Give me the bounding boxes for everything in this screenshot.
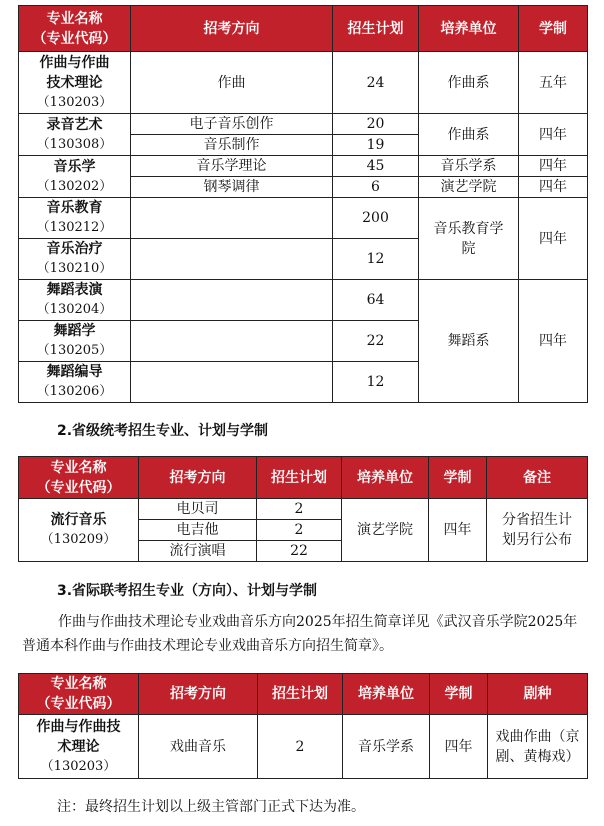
major-name: 舞蹈编导 <box>46 364 103 380</box>
years-cell: 四年 <box>429 499 487 562</box>
table-provincial-exam <box>18 456 588 562</box>
major-code: （130308） <box>36 136 113 152</box>
header-direction: 招考方向 <box>139 457 257 499</box>
header-genre: 剧种 <box>488 674 588 715</box>
table-row <box>19 198 588 239</box>
genre-cell: 戏曲作曲（京 剧、黄梅戏） <box>488 715 588 779</box>
table-header-row <box>19 674 588 715</box>
unit-cell: 演艺学院 <box>342 499 429 562</box>
plan-cell: 19 <box>333 135 419 156</box>
major-code: （130205） <box>36 343 113 358</box>
major-code: （130210） <box>36 261 113 276</box>
plan-cell: 22 <box>257 541 342 562</box>
plan-cell: 200 <box>333 198 419 239</box>
major-name: 音乐教育 <box>46 200 103 216</box>
major-code: （130204） <box>36 302 113 317</box>
header-major: 专业名称 （专业代码） <box>19 457 139 499</box>
major-cell <box>19 156 131 198</box>
section-3-paragraph: 作曲与作曲技术理论专业戏曲音乐方向2025年招生简章详见《武汉音乐学院2025年普通本科作曲与作曲技术理论专业戏曲音乐方向招生简章》。 <box>22 614 578 654</box>
table-interprovincial-exam <box>18 673 588 779</box>
plan-cell: 22 <box>333 321 419 362</box>
years-cell: 四年 <box>519 280 588 403</box>
header-major: 专业名称 （专业代码） <box>19 6 131 52</box>
unit-cell: 音乐学系 <box>343 715 430 779</box>
years-cell: 四年 <box>519 177 588 198</box>
direction-cell <box>131 239 333 280</box>
major-name: 作曲与作曲技 术理论 <box>36 718 121 755</box>
major-code: （130203） <box>36 94 113 110</box>
major-code: （130209） <box>40 532 117 547</box>
unit-cell: 音乐教育学 院 <box>419 198 519 280</box>
header-unit: 培养单位 <box>419 6 519 52</box>
header-plan: 招生计划 <box>258 674 343 715</box>
table-header-row <box>19 6 588 52</box>
unit-cell: 作曲系 <box>419 52 519 114</box>
plan-cell: 12 <box>333 239 419 280</box>
plan-cell: 64 <box>333 280 419 321</box>
major-name: 流行音乐 <box>50 512 107 528</box>
direction-cell <box>131 362 333 403</box>
unit-cell: 舞蹈系 <box>419 280 519 403</box>
unit-cell: 音乐学系 <box>419 156 519 177</box>
direction-cell: 音乐制作 <box>131 135 333 156</box>
table-header-row <box>19 457 588 499</box>
header-remark: 备注 <box>487 457 588 499</box>
years-cell: 四年 <box>519 156 588 177</box>
unit-cell: 演艺学院 <box>419 177 519 198</box>
direction-cell <box>131 280 333 321</box>
plan-cell: 2 <box>257 520 342 541</box>
table-row <box>19 52 588 114</box>
section-2-title: 2.省级统考招生专业、计划与学制 <box>57 423 269 439</box>
table-row <box>19 280 588 321</box>
table-undergrad-majors <box>18 5 588 403</box>
table-row <box>19 156 588 177</box>
header-direction: 招考方向 <box>139 674 258 715</box>
years-cell: 五年 <box>519 52 588 114</box>
section-3-title: 3.省际联考招生专业（方向）、计划与学制 <box>57 583 318 599</box>
unit-cell: 作曲系 <box>419 114 519 156</box>
major-code: （130206） <box>36 384 113 399</box>
direction-cell: 电吉他 <box>139 520 257 541</box>
header-plan: 招生计划 <box>333 6 419 52</box>
direction-cell: 音乐学理论 <box>131 156 333 177</box>
major-code: （130202） <box>36 178 113 194</box>
direction-cell <box>131 321 333 362</box>
major-code: （130212） <box>36 220 113 235</box>
header-years: 学制 <box>429 457 487 499</box>
major-cell <box>19 52 131 114</box>
major-cell <box>19 198 131 239</box>
plan-cell: 2 <box>258 715 343 779</box>
major-cell <box>19 280 131 321</box>
header-unit: 培养单位 <box>343 674 430 715</box>
major-name: 音乐治疗 <box>46 241 103 257</box>
direction-cell: 电贝司 <box>139 499 257 520</box>
major-cell <box>19 321 131 362</box>
header-major: 专业名称 （专业代码） <box>19 674 139 715</box>
table-row <box>19 499 588 520</box>
direction-cell: 电子音乐创作 <box>131 114 333 135</box>
major-name: 音乐学 <box>53 158 96 175</box>
remark-cell: 分省招生计 划另行公布 <box>487 499 588 562</box>
major-code: （130203） <box>40 758 117 774</box>
direction-cell: 戏曲音乐 <box>139 715 258 779</box>
major-cell <box>19 362 131 403</box>
plan-cell: 2 <box>257 499 342 520</box>
major-cell <box>19 239 131 280</box>
plan-cell: 24 <box>333 52 419 114</box>
table-row <box>19 715 588 779</box>
major-name: 录音艺术 <box>46 116 103 133</box>
major-cell <box>19 499 139 562</box>
major-name: 舞蹈表演 <box>46 282 103 298</box>
header-plan: 招生计划 <box>257 457 342 499</box>
major-name: 舞蹈学 <box>53 323 96 339</box>
years-cell: 四年 <box>430 715 488 779</box>
major-cell <box>19 715 139 779</box>
plan-cell: 20 <box>333 114 419 135</box>
direction-cell: 钢琴调律 <box>131 177 333 198</box>
plan-cell: 6 <box>333 177 419 198</box>
major-cell <box>19 114 131 156</box>
footnote: 注：最终招生计划以上级主管部门正式下达为准。 <box>57 799 365 815</box>
years-cell: 四年 <box>519 198 588 280</box>
direction-cell: 作曲 <box>131 52 333 114</box>
direction-cell: 流行演唱 <box>139 541 257 562</box>
header-unit: 培养单位 <box>342 457 429 499</box>
plan-cell: 12 <box>333 362 419 403</box>
major-name: 作曲与作曲 技术理论 <box>39 54 110 91</box>
direction-cell <box>131 198 333 239</box>
plan-cell: 45 <box>333 156 419 177</box>
header-direction: 招考方向 <box>131 6 333 52</box>
table-row <box>19 114 588 135</box>
years-cell: 四年 <box>519 114 588 156</box>
header-years: 学制 <box>519 6 588 52</box>
header-years: 学制 <box>430 674 488 715</box>
